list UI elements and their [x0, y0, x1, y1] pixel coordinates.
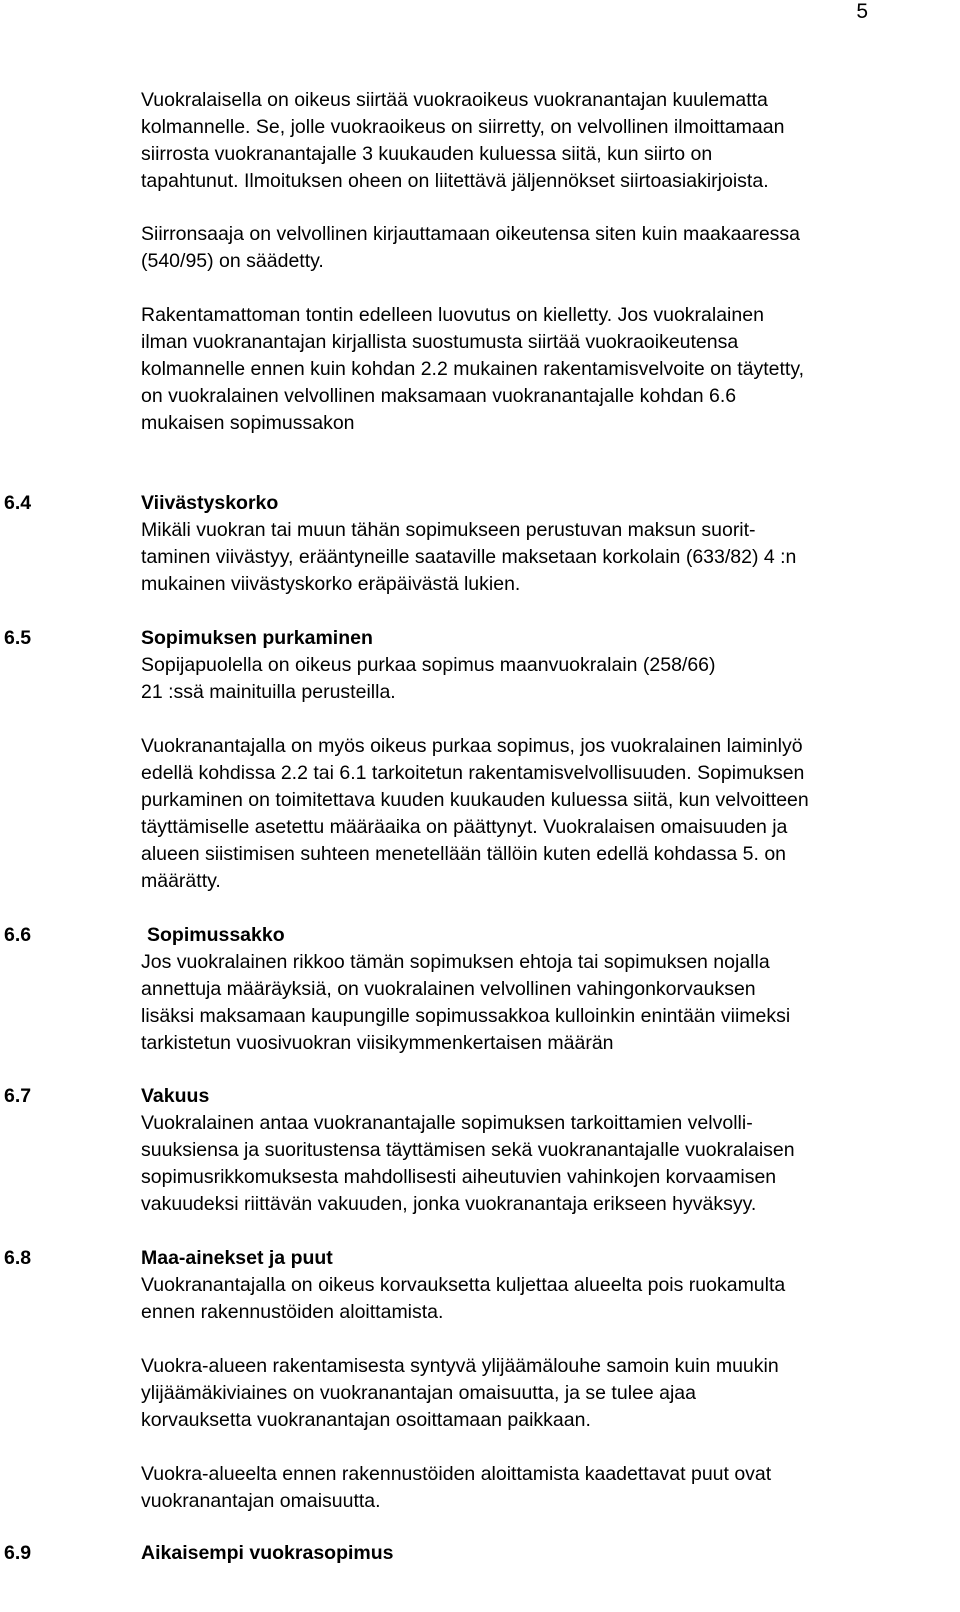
- text-line: Vuokra-alueelta ennen rakennustöiden aloittamista kaadettavat puut ovat: [141, 1463, 772, 1485]
- section-number: 6.5: [4, 627, 32, 649]
- section-number: 6.8: [4, 1247, 32, 1269]
- text-line: korvauksetta vuokranantajan osoittamaan paikkaan.: [141, 1409, 591, 1431]
- text-line: Vuokranantajalla on myös oikeus purkaa sopimus, jos vuokralainen laiminlyö: [141, 735, 803, 757]
- text-line: 21 :ssä mainituilla perusteilla.: [141, 681, 396, 703]
- text-line: Sopijapuolella on oikeus purkaa sopimus maanvuokralain (258/66): [141, 654, 716, 676]
- text-line: ilman vuokranantajan kirjallista suostumusta siirtää vuokraoikeutensa: [141, 331, 739, 353]
- section-title: Sopimussakko: [147, 924, 285, 946]
- section-title: Aikaisempi vuokrasopimus: [141, 1542, 394, 1564]
- text-line: täyttämiselle asetettu määräaika on päättynyt. Vuokralaisen omaisuuden ja: [141, 816, 788, 838]
- section-number: 6.6: [4, 924, 32, 946]
- intro-paragraph-1: [141, 87, 941, 195]
- text-line: Vuokralaisella on oikeus siirtää vuokraoikeus vuokranantajan kuulematta: [141, 89, 768, 111]
- section-title: Maa-ainekset ja puut: [141, 1247, 333, 1269]
- text-line: siirrosta vuokranantajalle 3 kuukauden kuluessa siitä, kun siirto on: [141, 143, 713, 165]
- section-number: 6.7: [4, 1085, 32, 1107]
- text-line: Rakentamattoman tontin edelleen luovutus on kielletty. Jos vuokralainen: [141, 304, 764, 326]
- text-line: purkaminen on toimitettava kuuden kuukauden kuluessa siitä, kun velvoitteen: [141, 789, 809, 811]
- text-line: alueen siistimisen suhteen menetellään tällöin kuten edellä kohdassa 5. on: [141, 843, 787, 865]
- text-line: on vuokralainen velvollinen maksamaan vuokranantajalle kohdan 6.6: [141, 385, 737, 407]
- section-title: Vakuus: [141, 1085, 210, 1107]
- text-line: tapahtunut. Ilmoituksen oheen on liitettävä jäljennökset siirtoasiakirjoista.: [141, 170, 769, 192]
- section-body: [141, 949, 941, 1057]
- section-body: [141, 1272, 941, 1515]
- section-body: [141, 1110, 941, 1218]
- text-line: Jos vuokralainen rikkoo tämän sopimuksen ehtoja tai sopimuksen nojalla: [141, 951, 770, 973]
- text-line: kolmannelle ennen kuin kohdan 2.2 mukainen rakentamisvelvoite on täytetty,: [141, 358, 805, 380]
- text-line: ennen rakennustöiden aloittamista.: [141, 1301, 444, 1323]
- section-title: Sopimuksen purkaminen: [141, 627, 373, 649]
- text-line: annettuja määräyksiä, on vuokralainen velvollinen vahingonkorvauksen: [141, 978, 756, 1000]
- page-number: 5: [856, 0, 868, 23]
- text-line: Vuokralainen antaa vuokranantajalle sopimuksen tarkoittamien velvolli-: [141, 1112, 753, 1134]
- section-number: 6.4: [4, 492, 32, 514]
- section-body: [141, 517, 941, 598]
- intro-paragraph-2: [141, 221, 941, 275]
- text-line: Vuokranantajalla on oikeus korvauksetta kuljettaa alueelta pois ruokamulta: [141, 1274, 786, 1296]
- text-line: tarkistetun vuosivuokran viisikymmenkertaisen määrän: [141, 1032, 614, 1054]
- text-line: edellä kohdissa 2.2 tai 6.1 tarkoitetun rakentamisvelvollisuuden. Sopimuksen: [141, 762, 805, 784]
- text-line: Vuokra-alueen rakentamisesta syntyvä ylijäämälouhe samoin kuin muukin: [141, 1355, 779, 1377]
- text-line: (540/95) on säädetty.: [141, 250, 324, 272]
- text-line: taminen viivästyy, erääntyneille saataville maksetaan korkolain (633/82) 4 :n: [141, 546, 797, 568]
- text-line: kolmannelle. Se, jolle vuokraoikeus on siirretty, on velvollinen ilmoittamaan: [141, 116, 785, 138]
- text-line: Mikäli vuokran tai muun tähän sopimukseen perustuvan maksun suorit-: [141, 519, 756, 541]
- text-line: ylijäämäkiviaines on vuokranantajan omaisuutta, ja se tulee ajaa: [141, 1382, 696, 1404]
- text-line: sopimusrikkomuksesta mahdollisesti aiheutuvien vahinkojen korvaamisen: [141, 1166, 777, 1188]
- text-line: suuksiensa ja suoritustensa täyttämisen sekä vuokranantajalle vuokralaisen: [141, 1139, 795, 1161]
- text-line: lisäksi maksamaan kaupungille sopimussakkoa kulloinkin enintään viimeksi: [141, 1005, 791, 1027]
- text-line: Siirronsaaja on velvollinen kirjauttamaan oikeutensa siten kuin maakaaressa: [141, 223, 801, 245]
- section-title: Viivästyskorko: [141, 492, 279, 514]
- text-line: mukainen viivästyskorko eräpäivästä lukien.: [141, 573, 521, 595]
- text-line: vakuudeksi riittävän vakuuden, jonka vuokranantaja erikseen hyväksyy.: [141, 1193, 757, 1215]
- intro-paragraph-3: [141, 302, 941, 437]
- text-line: mukaisen sopimussakon: [141, 412, 355, 434]
- section-body: [141, 652, 941, 895]
- text-line: vuokranantajan omaisuutta.: [141, 1490, 381, 1512]
- text-line: määrätty.: [141, 870, 221, 892]
- section-number: 6.9: [4, 1542, 32, 1564]
